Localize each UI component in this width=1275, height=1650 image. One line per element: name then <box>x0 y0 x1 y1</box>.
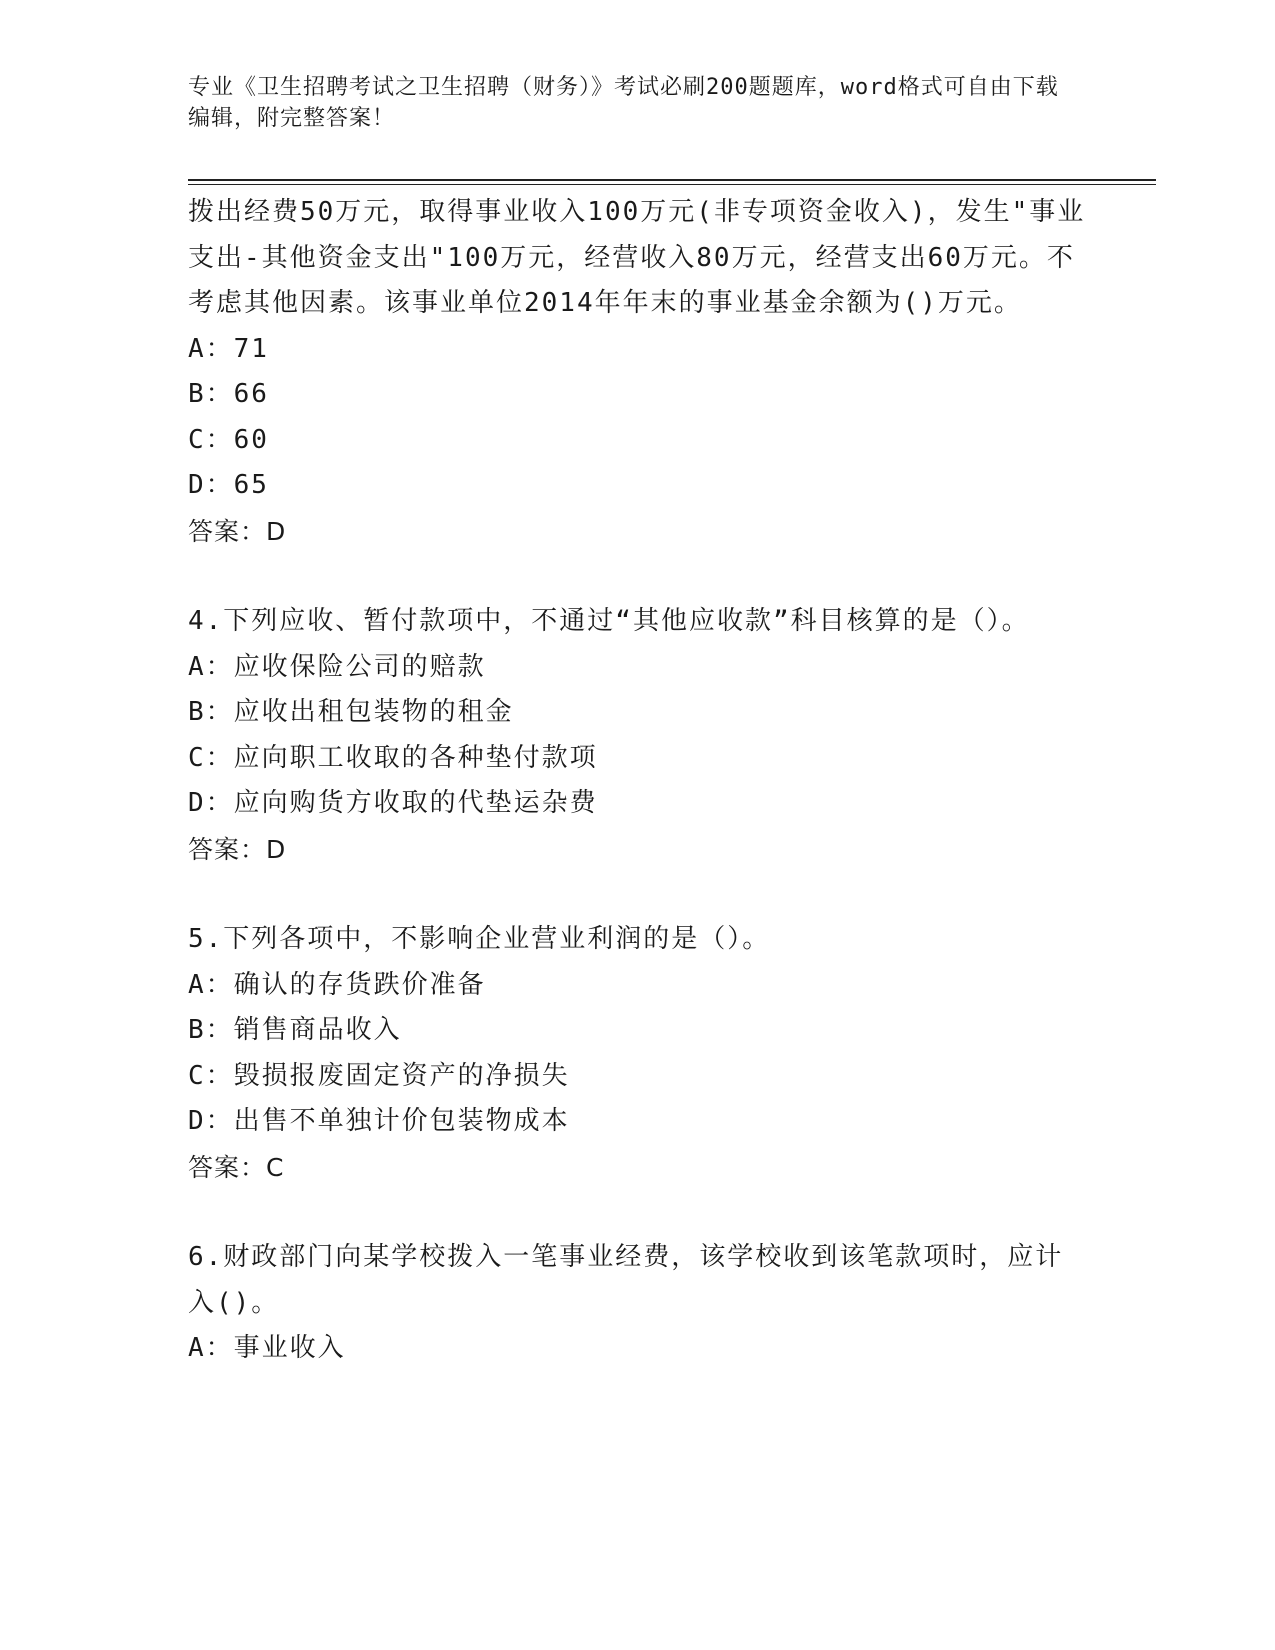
option-d: D：应向购货方收取的代垫运杂费 <box>188 788 598 818</box>
question-4 <box>188 599 1088 872</box>
option-a: A：71 <box>188 333 269 364</box>
answer: 答案：C <box>188 1152 285 1182</box>
question-stem: 5.下列各项中，不影响企业营业利润的是（）。 <box>188 924 771 954</box>
header-divider-thin <box>188 184 1156 185</box>
option-c: C：毁损报废固定资产的净损失 <box>188 1060 570 1091</box>
option-c: C：应向职工收取的各种垫付款项 <box>188 742 598 773</box>
question-5 <box>188 917 1088 1190</box>
option-d: D：出售不单独计价包装物成本 <box>188 1106 570 1136</box>
question-6 <box>188 1235 1088 1372</box>
answer: 答案：D <box>188 516 287 546</box>
option-d: D：65 <box>188 470 269 500</box>
option-a: A：应收保险公司的赔款 <box>188 651 486 682</box>
question-stem: 4.下列应收、暂付款项中，不通过“其他应收款”科目核算的是（）。 <box>188 606 1030 636</box>
answer: 答案：D <box>188 834 287 864</box>
document-header: 专业《卫生招聘考试之卫生招聘（财务）》考试必刷200题题库，word格式可自由下载编辑，附完整答案！ <box>188 75 1059 131</box>
question-stem: 拨出经费50万元，取得事业收入100万元(非专项资金收入)，发生"事业支出-其他资金支出"100万元，经营收入80万元，经营支出60万元。不考虑其他因素。该事业单位2014年年末的事业基金余额为()万元。 <box>188 197 1086 318</box>
option-b: B：销售商品收入 <box>188 1015 402 1045</box>
option-a: A：事业收入 <box>188 1333 346 1363</box>
option-b: B：应收出租包装物的租金 <box>188 697 514 727</box>
option-c: C：60 <box>188 424 269 455</box>
spacer <box>188 554 1088 599</box>
option-a: A：确认的存货跌价准备 <box>188 969 486 1000</box>
spacer <box>188 872 1088 917</box>
header-divider-thick <box>188 179 1156 181</box>
option-b: B：66 <box>188 379 269 409</box>
question-stem: 6.财政部门向某学校拨入一笔事业经费，该学校收到该笔款项时，应计入()。 <box>188 1242 1064 1318</box>
question-list <box>188 190 1088 1372</box>
question-3 <box>188 190 1088 554</box>
spacer <box>188 1190 1088 1235</box>
